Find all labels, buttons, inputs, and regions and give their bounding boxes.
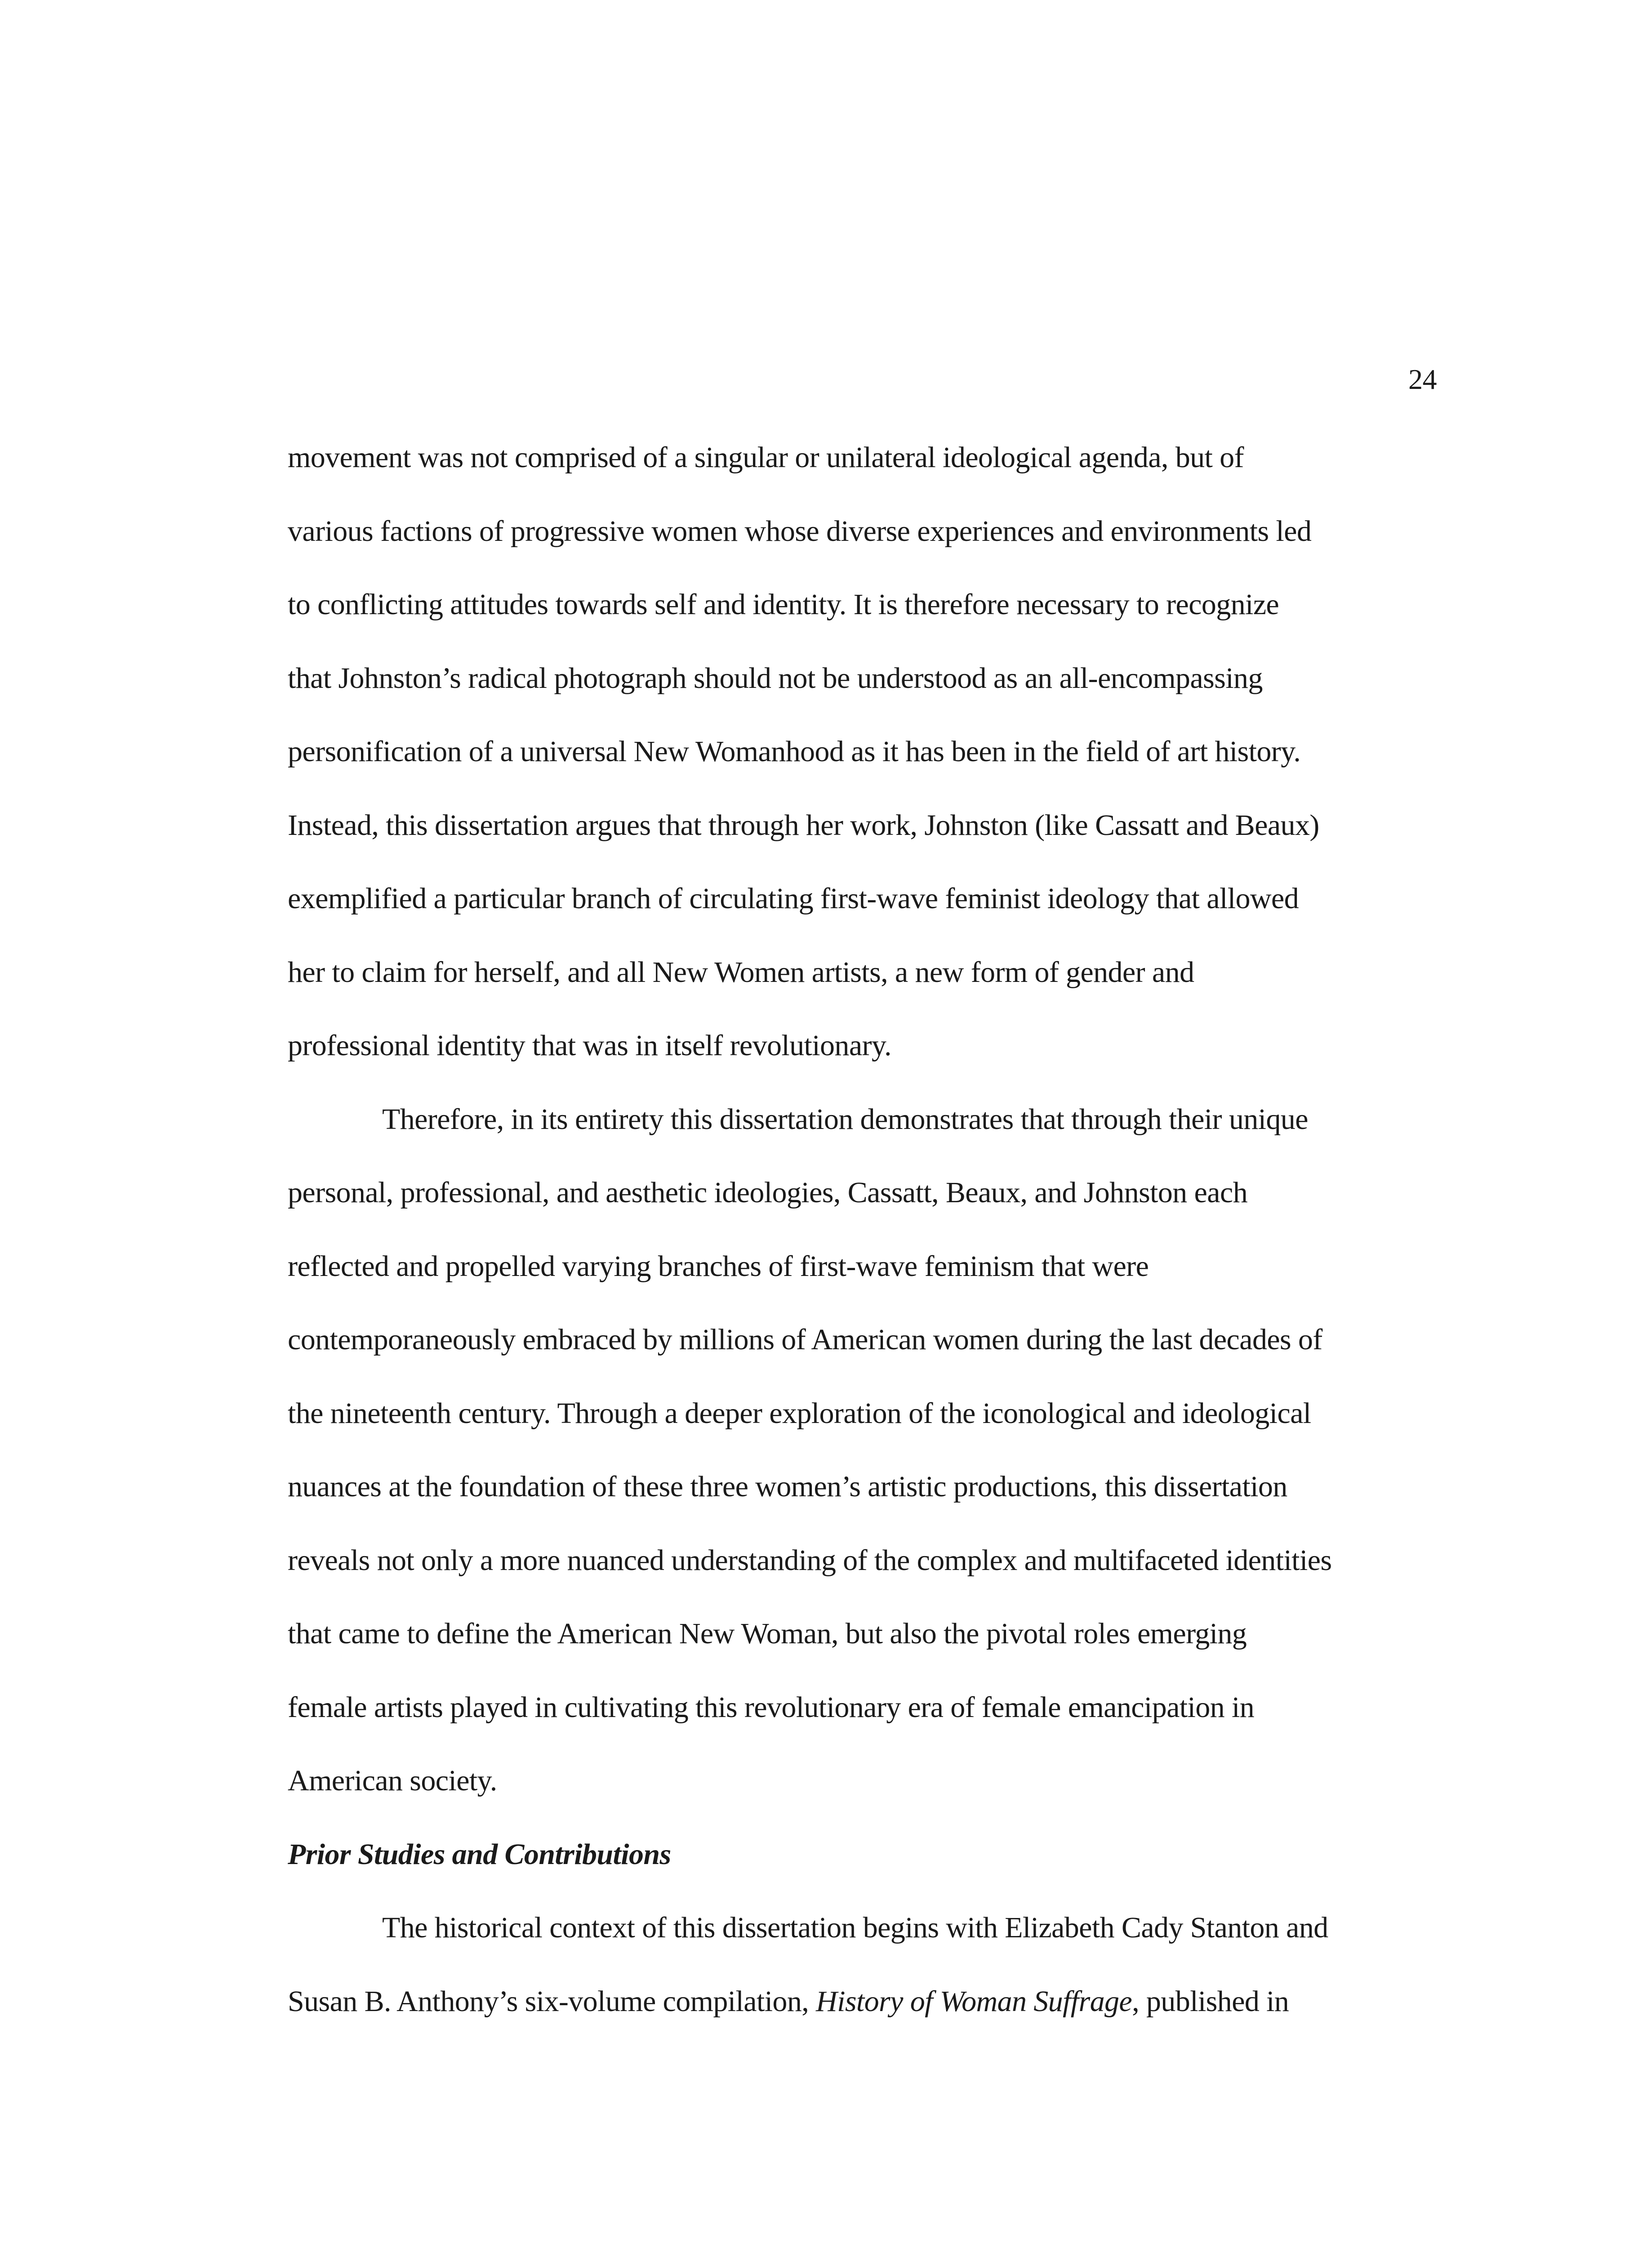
paragraph-first-line: The historical context of this dissertation begins with Elizabeth Cady Stanton and [382,1911,1328,1944]
book-title: History of Woman Suffrage [816,1985,1132,2018]
text-line [288,1979,1447,2053]
text-line: female artists played in cultivating this revolutionary era of female emancipation in [288,1690,1255,1724]
text-span: , published in [1132,1985,1289,2018]
text-line: exemplified a particular branch of circulating first-wave feminist ideology that allowed [288,882,1299,915]
text-line: that came to define the American New Woman, but also the pivotal roles emerging [288,1617,1247,1650]
text-line: her to claim for herself, and all New Women artists, a new form of gender and [288,955,1194,989]
text-line: contemporaneously embraced by millions of American women during the last decades of [288,1323,1322,1356]
body-text [288,435,1447,2052]
text-line: that Johnston’s radical photograph should not be understood as an all-encompassing [288,661,1263,695]
text-line: the nineteenth century. Through a deeper exploration of the iconological and ideological [288,1396,1311,1430]
text-line: movement was not comprised of a singular or unilateral ideological agenda, but of [288,441,1244,474]
section-heading: Prior Studies and Contributions [288,1838,671,1871]
text-line: personification of a universal New Womanhood as it has been in the field of art history. [288,735,1301,768]
page-number: 24 [1408,363,1437,395]
text-line: to conflicting attitudes towards self and identity. It is therefore necessary to recognize [288,588,1279,621]
text-line: reflected and propelled varying branches of first-wave feminism that were [288,1249,1149,1283]
text-line: reveals not only a more nuanced understanding of the complex and multifaceted identities [288,1543,1332,1577]
text-line: Instead, this dissertation argues that through her work, Johnston (like Cassatt and Beaux) [288,808,1319,842]
text-line: professional identity that was in itself revolutionary. [288,1029,891,1062]
text-line: personal, professional, and aesthetic ideologies, Cassatt, Beaux, and Johnston each [288,1176,1247,1209]
text-line: nuances at the foundation of these three women’s artistic productions, this dissertation [288,1470,1287,1503]
text-line: American society. [288,1764,497,1797]
text-span: Susan B. Anthony’s six-volume compilation, [288,1985,816,2018]
text-line: various factions of progressive women whose diverse experiences and environments led [288,514,1312,548]
paragraph-first-line: Therefore, in its entirety this dissertation demonstrates that through their unique [382,1102,1308,1136]
